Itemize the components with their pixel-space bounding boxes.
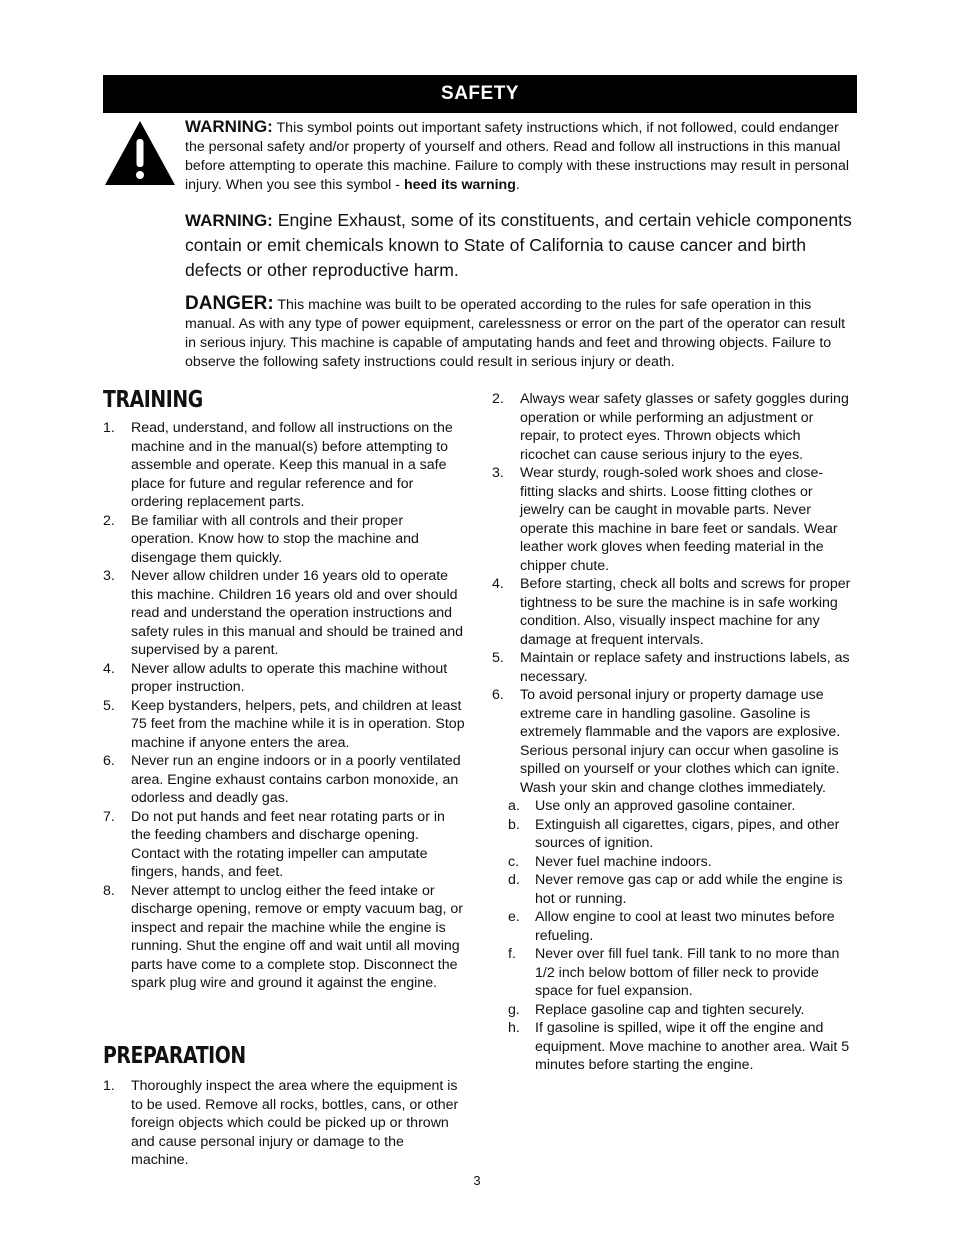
- sub-item-letter: a.: [508, 798, 520, 814]
- item-number: 2.: [103, 512, 115, 529]
- item-text: Thoroughly inspect the area where the equipment is to be used. Remove all rocks, bottles, cans, or other foreign objects which could be picked up or thrown and cause personal injury or damage to the machine.: [131, 1078, 459, 1168]
- item-text: Maintain or replace safety and instructions labels, as necessary.: [520, 650, 850, 685]
- list-item: [492, 575, 854, 649]
- item-number: 2.: [492, 391, 504, 407]
- preparation-list-left: [103, 1077, 465, 1170]
- item-text: Wear sturdy, rough-soled work shoes and close-fitting slacks and shirts. Loose fitting clothes or jewelry can be caught in movable parts. Never operate this machine in bare feet or sandals. Wear leather work gloves when feeding material in the chipper chute.: [520, 465, 838, 574]
- danger-label: DANGER:: [185, 293, 274, 314]
- sub-item-letter: c.: [508, 853, 520, 870]
- sub-list-item: [492, 797, 854, 816]
- item-number: 1.: [103, 1078, 115, 1094]
- training-list: [103, 419, 465, 993]
- sub-item-text: Use only an approved gasoline container.: [535, 798, 796, 814]
- item-text: Never attempt to unclog either the feed intake or discharge opening, remove or empty vacuum bag, or inspect and repair the machine while the engine is running. Shut the engine off and wait until all moving parts have come to a complete stop. Disconnect the spark plug wire and ground it against the engine.: [131, 882, 464, 991]
- preparation-list-right: [492, 390, 854, 1075]
- item-text: Be familiar with all controls and their proper operation. Know how to stop the machine and disengage them quickly.: [131, 512, 419, 566]
- list-item: [103, 660, 465, 697]
- list-item: [492, 649, 854, 686]
- preparation-heading: PREPARATION: [103, 1043, 246, 1069]
- item-text: Before starting, check all bolts and screws for proper tightness to be sure the machine is in safe working condition. Also, visually inspect machine for any damage at frequent intervals.: [520, 576, 851, 648]
- section-banner: SAFETY: [103, 75, 857, 113]
- item-number: 4.: [103, 660, 115, 677]
- danger-text: This machine was built to be operated according to the rules for safe operation in this manual. As with any type of power equipment, carelessness or error on the part of the operator can result in serious injury. This machine is capable of amputating hands and feet and throwing objects. Failure to observe the following safety instructions could result in serious injury or death.: [185, 297, 846, 370]
- item-text: Read, understand, and follow all instructions on the machine and in the manual(s) before attempting to assemble and operate. Keep this manual in a safe place for future and regular reference and for ordering replacement parts.: [131, 420, 453, 510]
- exhaust-warning-text: Engine Exhaust, some of its constituents, and certain vehicle components contain or emit chemicals known to State of California to cause cancer and birth defects or other reproductive harm.: [185, 210, 852, 280]
- list-item: [103, 882, 465, 993]
- item-number: 3.: [103, 568, 115, 584]
- item-text: Always wear safety glasses or safety goggles during operation or while performing an adjustment or repair, to protect eyes. Thrown objects which ricochet can cause serious injury to the eyes.: [520, 391, 849, 463]
- warning-triangle-icon: [103, 119, 177, 187]
- warning-symbol-paragraph: [185, 117, 855, 195]
- list-item: [103, 512, 465, 568]
- item-number: 8.: [103, 882, 115, 899]
- sub-item-letter: h.: [508, 1020, 520, 1036]
- item-number: 4.: [492, 576, 504, 592]
- page-number: 3: [473, 1173, 481, 1188]
- sub-item-text: If gasoline is spilled, wipe it off the engine and equipment. Move machine to another area. Wait 5 minutes before starting the engine.: [535, 1020, 850, 1073]
- sub-item-text: Allow engine to cool at least two minutes before refueling.: [535, 909, 835, 944]
- sub-item-letter: d.: [508, 872, 520, 888]
- item-number: 5.: [103, 697, 115, 714]
- exhaust-warning-label: WARNING:: [185, 211, 273, 230]
- list-item: [103, 567, 465, 660]
- sub-list-item: [492, 871, 854, 908]
- sub-item-letter: g.: [508, 1001, 520, 1018]
- item-number: 6.: [492, 687, 504, 703]
- sub-item-letter: b.: [508, 816, 520, 833]
- sub-list-item: [492, 945, 854, 1001]
- item-number: 3.: [492, 465, 504, 481]
- warning-text: This symbol points out important safety instructions which, if not followed, could endanger the personal safety and/or property of yourself and others. Read and follow all instructions in this manual before attempting to operate this machine. Failure to comply with these instructions may result in personal injury. When you see this symbol -: [185, 120, 849, 193]
- warning-emphasis: heed its warning: [403, 177, 516, 193]
- list-item: [492, 686, 854, 797]
- sub-item-letter: f.: [508, 946, 516, 962]
- item-text: Never run an engine indoors or in a poorly ventilated area. Engine exhaust contains carbon monoxide, an odorless and deadly gas.: [131, 753, 461, 806]
- sub-list-item: [492, 816, 854, 853]
- sub-list-item: [492, 853, 854, 872]
- sub-item-text: Never remove gas cap or add while the engine is hot or running.: [535, 872, 843, 907]
- item-text: Do not put hands and feet near rotating parts or in the feeding chambers and discharge opening. Contact with the rotating impeller can amputate fingers, hands, and feet.: [131, 808, 445, 880]
- list-item: [492, 464, 854, 575]
- sub-item-text: Never fuel machine indoors.: [535, 853, 712, 870]
- exhaust-warning-paragraph: [185, 208, 855, 283]
- item-text: To avoid personal injury or property damage use extreme care in handling gasoline. Gasoline is extremely flammable and the vapors are explosive. Serious personal injury can occur when gasoline is spilled on yourself or your clothes which can ignite. Wash your skin and change clothes immediately.: [520, 687, 841, 796]
- list-item: [103, 1077, 465, 1170]
- item-number: 5.: [492, 650, 504, 666]
- item-number: 1.: [103, 420, 115, 436]
- list-item: [103, 419, 465, 512]
- danger-paragraph: [185, 294, 855, 372]
- item-text: Never allow adults to operate this machine without proper instruction.: [131, 660, 448, 695]
- item-number: 7.: [103, 808, 115, 825]
- sub-list-item: [492, 1019, 854, 1075]
- warning-end: .: [515, 177, 520, 193]
- warning-label: WARNING:: [185, 117, 273, 136]
- list-item: [103, 808, 465, 882]
- sub-item-text: Extinguish all cigarettes, cigars, pipes, and other sources of ignition.: [535, 816, 840, 851]
- sub-item-text: Never over fill fuel tank. Fill tank to no more than 1/2 inch below bottom of filler neck to provide space for fuel expansion.: [535, 946, 840, 999]
- sub-list-item: [492, 908, 854, 945]
- list-item: [103, 752, 465, 808]
- sub-item-text: Replace gasoline cap and tighten securely.: [535, 1001, 805, 1018]
- item-text: Never allow children under 16 years old to operate this machine. Children 16 years old and over should read and understand the operation instructions and safety rules in this manual and should be trained and supervised by a parent.: [131, 568, 464, 658]
- training-heading: TRAINING: [103, 387, 203, 413]
- list-item: [492, 390, 854, 464]
- sub-list-item: [492, 1001, 854, 1020]
- list-item: [103, 697, 465, 753]
- item-number: 6.: [103, 753, 115, 769]
- sub-item-letter: e.: [508, 909, 520, 925]
- item-text: Keep bystanders, helpers, pets, and children at least 75 feet from the machine while it is in operation. Stop machine if anyone enters the area.: [131, 697, 465, 751]
